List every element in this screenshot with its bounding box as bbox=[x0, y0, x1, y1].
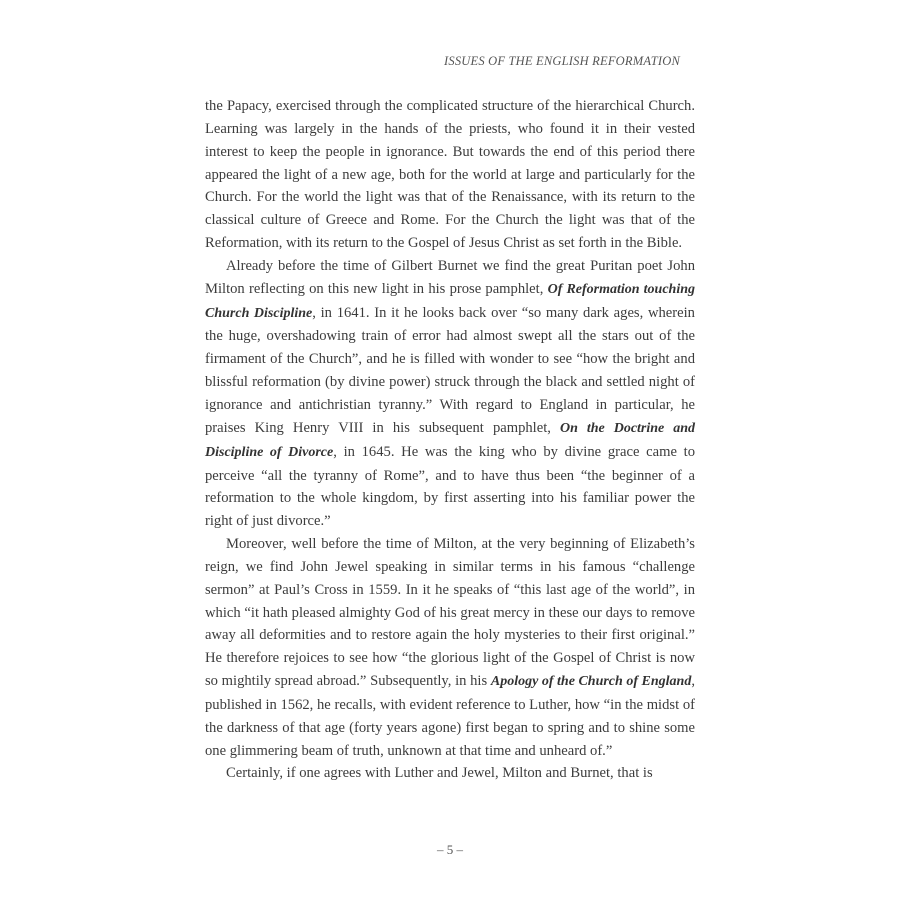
book-title-of-reformation: Of Reformation touching Church Discipline bbox=[205, 281, 695, 321]
book-title-doctrine-of-divorce: On the Doctrine and Discipline of Divorce bbox=[205, 420, 696, 460]
paragraph-4 bbox=[205, 762, 695, 785]
paragraph-text: Already before the time of Gilbert Burnet we find the great Puritan poet John Milton reflecting on this new light in his prose pamphlet, bbox=[205, 257, 695, 297]
paragraph-text: , published in 1562, he recalls, with evident reference to Luther, how “in the midst of the darkness of that age (forty years agone) first began to spring and to shine some one glimmering beam of truth, unknown at that time and unheard of.” bbox=[205, 673, 695, 759]
paragraph-text: , in 1641. In it he looks back over “so many dark ages, wherein the huge, overshadowing train of error had almost swept all the stars out of the firmament of the Church”, and he is filled with wonder to see “how the bright and blissful reformation (by divine power) struck through the black and settled night of ignorance and antichristian tyranny.” With regard to England in particular, he praises King Henry VIII in his subsequent pamphlet, bbox=[205, 304, 695, 436]
paragraph-text: Moreover, well before the time of Milton, at the very beginning of Elizabeth’s reign, we find John Jewel speaking in similar terms in his famous “challenge sermon” at Paul’s Cross in 1559. In it he speaks of “this last age of the world”, in which “it hath pleased almighty God of his great mercy in these our days to remove away all deformities and to restore again the holy mysteries to their first original.” He therefore rejoices to see how “the glorious light of the Gospel of Christ is now so mightily spread abroad.” Subsequently, in his bbox=[205, 536, 695, 690]
paragraph-text: the Papacy, exercised through the complicated structure of the hierarchical Church. Learning was largely in the hands of the priests, who found it in their vested interest to keep the people in ignorance. But towards the end of this period there appeared the light of a new age, both for the world at large and particularly for the Church. For the world the light was that of the Renaissance, with its return to the classical culture of Greece and Rome. For the Church the light was that of the Reformation, with its return to the Gospel of Jesus Christ as set forth in the Bible. bbox=[205, 98, 695, 252]
paragraph-2 bbox=[205, 255, 695, 533]
paragraph-1 bbox=[205, 95, 695, 255]
page-number: – 5 – bbox=[437, 842, 463, 857]
body-text bbox=[205, 95, 695, 785]
book-title-apology: Apology of the Church of England bbox=[490, 674, 692, 690]
paragraph-text: Certainly, if one agrees with Luther and Jewel, Milton and Burnet, that is bbox=[226, 765, 653, 782]
running-head: ISSUES OF THE ENGLISH REFORMATION bbox=[444, 54, 680, 68]
paragraph-3 bbox=[205, 533, 695, 762]
paragraph-text: , in 1645. He was the king who by divine grace came to perceive “all the tyranny of Rome”, and to have thus been “the beginner of a reformation to the whole kingdom, by first asserting into his familiar power the right of just divorce.” bbox=[205, 443, 695, 530]
